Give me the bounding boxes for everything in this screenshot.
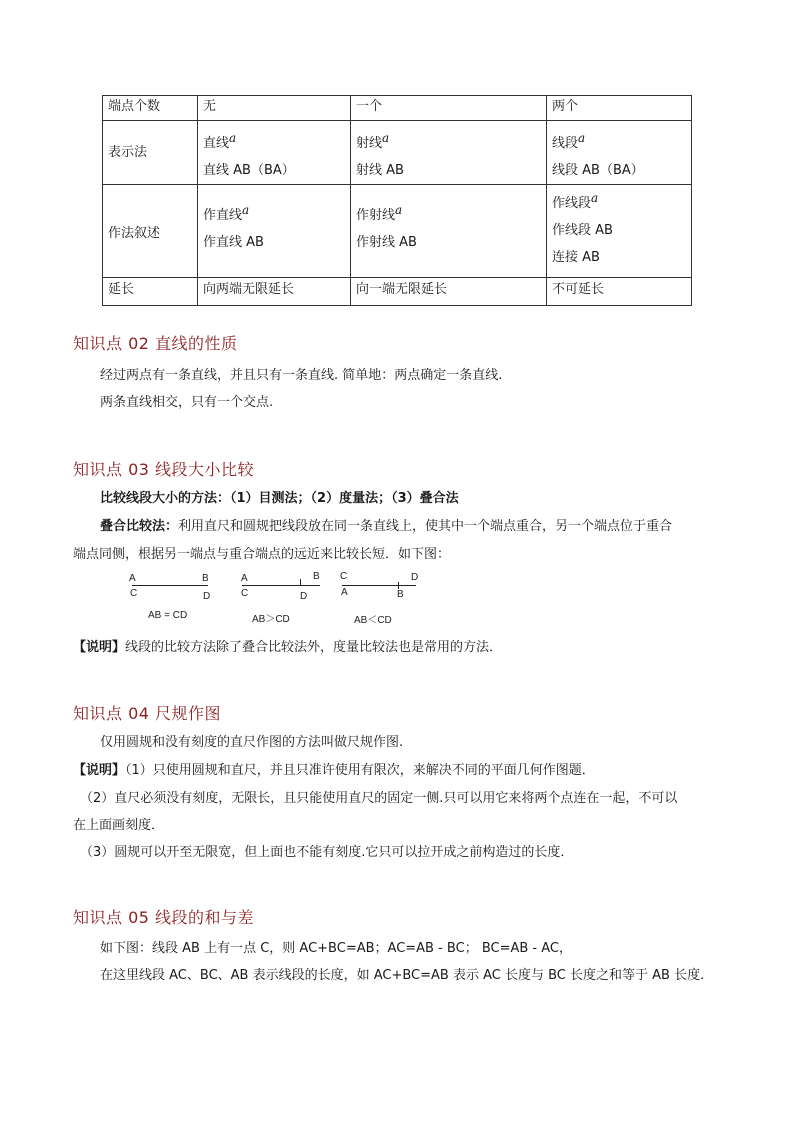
table-header-cell: 两个 xyxy=(547,96,692,121)
point-label: C xyxy=(130,588,138,599)
table-header-cell: 端点个数 xyxy=(103,96,198,121)
point-label: B xyxy=(202,573,209,584)
symbol-a: a xyxy=(578,131,586,145)
paragraph: 经过两点有一条直线，并且只有一条直线. 简单地：两点确定一条直线. xyxy=(100,368,503,383)
paragraph: 在这里线段 AC、BC、AB 表示线段的长度，如 AC+BC=AB 表示 AC 长度与 BC 长度之和等于 AB 长度. xyxy=(100,968,705,983)
table-cell: 作射线a 作射线 AB xyxy=(351,185,547,278)
table-cell: 射线a 射线 AB xyxy=(351,121,547,185)
table-cell: 作直线a 作直线 AB xyxy=(198,185,351,278)
figure-caption: AB＜CD xyxy=(354,615,392,626)
table-cell: 线段a 线段 AB（BA） xyxy=(547,121,692,185)
paragraph: 如下图：线段 AB 上有一点 C，则 AC+BC=AB；AC=AB - BC； BC=AB - AC， xyxy=(100,941,572,956)
table-header-cell: 一个 xyxy=(351,96,547,121)
segment-tick xyxy=(300,579,301,586)
note-line: （3）圆规可以开至无限宽，但上面也不能有刻度.它只可以拉开成之前构造过的长度． xyxy=(80,845,574,860)
table-row xyxy=(103,121,692,185)
comparison-figure xyxy=(120,568,440,628)
row-label: 延长 xyxy=(103,278,198,306)
symbol-a: a xyxy=(229,131,237,145)
paragraph: 两条直线相交，只有一个交点. xyxy=(100,395,274,410)
segment-line xyxy=(132,585,208,586)
row-label: 作法叙述 xyxy=(103,185,198,278)
paragraph: 端点同侧，根据另一端点与重合端点的远近来比较长短．如下图： xyxy=(73,547,451,562)
figure-caption: AB = CD xyxy=(148,610,188,621)
section-title: 知识点 03 线段大小比较 xyxy=(73,460,255,479)
table-cell: 不可延长 xyxy=(547,278,692,306)
table-cell: 作线段a 作线段 AB 连接 AB xyxy=(547,185,692,278)
point-label: A xyxy=(241,573,248,584)
term: 叠合比较法： xyxy=(100,519,179,534)
note: 【说明】线段的比较方法除了叠合比较法外，度量比较法也是常用的方法． xyxy=(73,640,503,655)
section-title: 知识点 04 尺规作图 xyxy=(73,704,222,723)
row-label: 表示法 xyxy=(103,121,198,185)
segment-tick xyxy=(398,582,399,589)
table-cell: 向一端无限延长 xyxy=(351,278,547,306)
table-row xyxy=(103,278,692,306)
table-header-row xyxy=(103,96,692,121)
paragraph: 仅用圆规和没有刻度的直尺作图的方法叫做尺规作图. xyxy=(100,735,404,750)
methods-line: 比较线段大小的方法：（1）目测法；（2）度量法；（3）叠合法 xyxy=(100,491,459,506)
segment-line xyxy=(242,585,320,586)
table-cell: 直线a 直线 AB（BA） xyxy=(198,121,351,185)
point-label: D xyxy=(203,591,211,602)
symbol-a: a xyxy=(395,203,403,217)
symbol-a: a xyxy=(242,203,250,217)
point-label: A xyxy=(129,573,136,584)
point-label: A xyxy=(341,587,348,598)
line-types-table xyxy=(102,95,692,306)
symbol-a: a xyxy=(591,191,599,205)
table-row xyxy=(103,185,692,278)
section-title: 知识点 05 线段的和与差 xyxy=(73,908,255,927)
point-label: B xyxy=(313,571,320,582)
point-label: B xyxy=(397,589,404,600)
note: 【说明】（1）只使用圆规和直尺，并且只准许使用有限次，来解决不同的平面几何作图题． xyxy=(73,763,595,778)
table-cell: 向两端无限延长 xyxy=(198,278,351,306)
note-tag: 【说明】 xyxy=(73,763,126,778)
symbol-a: a xyxy=(382,131,390,145)
point-label: C xyxy=(241,588,249,599)
note-line: 在上面画刻度． xyxy=(73,818,165,833)
section-title: 知识点 02 直线的性质 xyxy=(73,334,238,353)
point-label: C xyxy=(340,571,348,582)
table-header-cell: 无 xyxy=(198,96,351,121)
figure-caption: AB＞CD xyxy=(252,614,290,625)
point-label: D xyxy=(411,572,419,583)
paragraph: 叠合比较法：利用直尺和圆规把线段放在同一条直线上，使其中一个端点重合，另一个端点位于重合 xyxy=(100,519,673,534)
note-line: （2）直尺必须没有刻度，无限长，且只能使用直尺的固定一侧.只可以用它来将两个点连在一起，不可以 xyxy=(80,791,678,806)
point-label: D xyxy=(300,591,308,602)
segment-line xyxy=(342,585,416,586)
note-tag: 【说明】 xyxy=(73,640,126,655)
